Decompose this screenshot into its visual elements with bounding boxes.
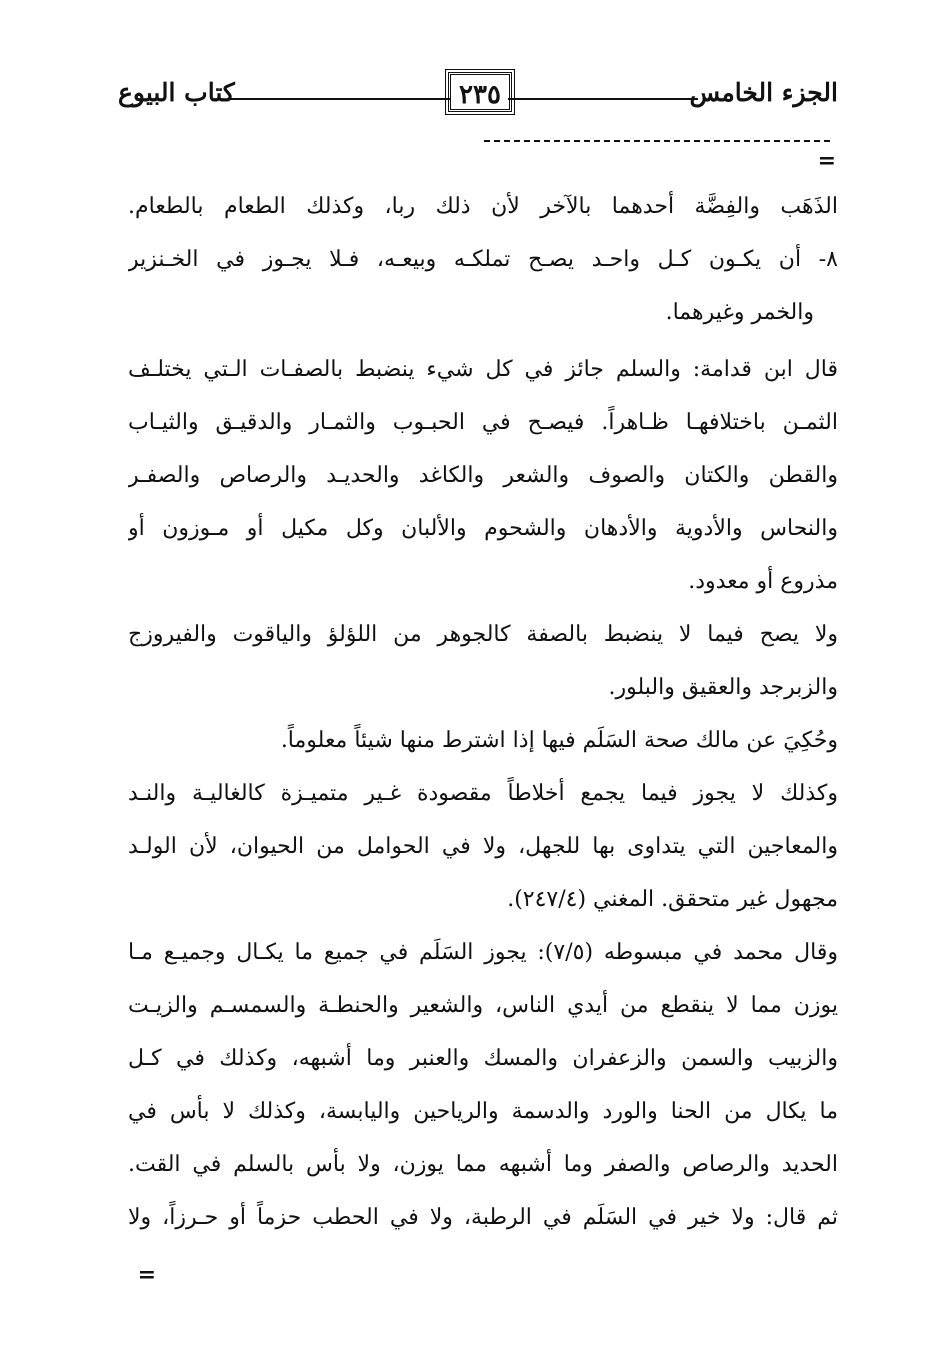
text-line: ثم قال: ولا خير في السَلَم في الرطبة، ولا في الحطب حزماً أو حـرزاً، ولا <box>128 1205 838 1230</box>
text-line: والمعاجين التي يتداوى بها للجهل، ولا في الحوامل من الحيوان، لأن الولـد <box>128 834 838 859</box>
text-line: ما يكال من الحنا والورد والدسمة والرياحين واليابسة، وكذلك لا بأس في <box>128 1099 838 1124</box>
text-line: والزبرجد والعقيق والبلور. <box>608 675 838 700</box>
text-line: مذروع أو معدود. <box>688 569 838 594</box>
text-line: يوزن مما لا ينقطع من أيدي الناس، والشعير والحنطـة والسمسـم والزيـت <box>128 993 838 1018</box>
continuation-mark-top: = <box>817 148 836 174</box>
page-number-box: ٢٣٥ <box>448 72 512 112</box>
text-line: الحديد والرصاص والصفر وما أشبهه مما يوزن، ولا بأس بالسلم في القت. <box>128 1152 838 1177</box>
part-title: الجزء الخامس <box>689 78 838 107</box>
text-line: مجهول غير متحقق. المغني (٢٤٧/٤). <box>507 887 838 912</box>
text-line: الذَهَب والفِضَّة أحدهما بالآخر لأن ذلك ربا، وكذلك الطعام بالطعام. <box>128 194 838 219</box>
continuation-mark-bottom: = <box>137 1262 156 1288</box>
text-line: والزبيب والسمن والزعفران والمسك والعنبر وما أشبهه، وكذلك في كـل <box>128 1046 838 1071</box>
text-line: وقال محمد في مبسوطه (٧/٥): يجوز السَلَم في جميع ما يكـال وجميـع مـا <box>128 940 838 965</box>
text-line: وحُكِيَ عن مالك صحة السَلَم فيها إذا اشترط منها شيئاً معلوماً. <box>280 728 838 753</box>
text-line: وكذلك لا يجوز فيما يجمع أخلاطاً مقصودة غـير متميـزة كالغاليـة والنـد <box>128 781 838 806</box>
header-rule-right <box>508 98 698 100</box>
page-body <box>128 180 838 1244</box>
text-line: والخمر وغيرهما. <box>665 300 814 325</box>
text-line: والنحاس والأدوية والأدهان والشحوم والألبان وكل مكيل أو مـوزون أو <box>128 516 838 541</box>
text-line: ٨- أن يكـون كـل واحـد يصـح تملكـه وبيعـه، فـلا يجـوز في الخـنزير <box>128 247 838 272</box>
dashed-separator <box>484 140 830 142</box>
book-title: كتاب البيوع <box>118 78 235 107</box>
text-line: قال ابن قدامة: والسلم جائز في كل شيء ينضبط بالصفـات الـتي يختلـف <box>128 357 838 382</box>
text-line: الثمـن باختلافهـا ظـاهراً. فيصـح في الحبـوب والثمـار والدقيـق والثيـاب <box>128 410 838 435</box>
header-rule-left <box>230 98 450 100</box>
text-line: والقطن والكتان والصوف والشعر والكاغد والحديـد والرصاص والصفـر <box>128 463 838 488</box>
text-line: ولا يصح فيما لا ينضبط بالصفة كالجوهر من اللؤلؤ والياقوت والفيروزج <box>128 622 838 647</box>
page-header <box>118 72 838 120</box>
